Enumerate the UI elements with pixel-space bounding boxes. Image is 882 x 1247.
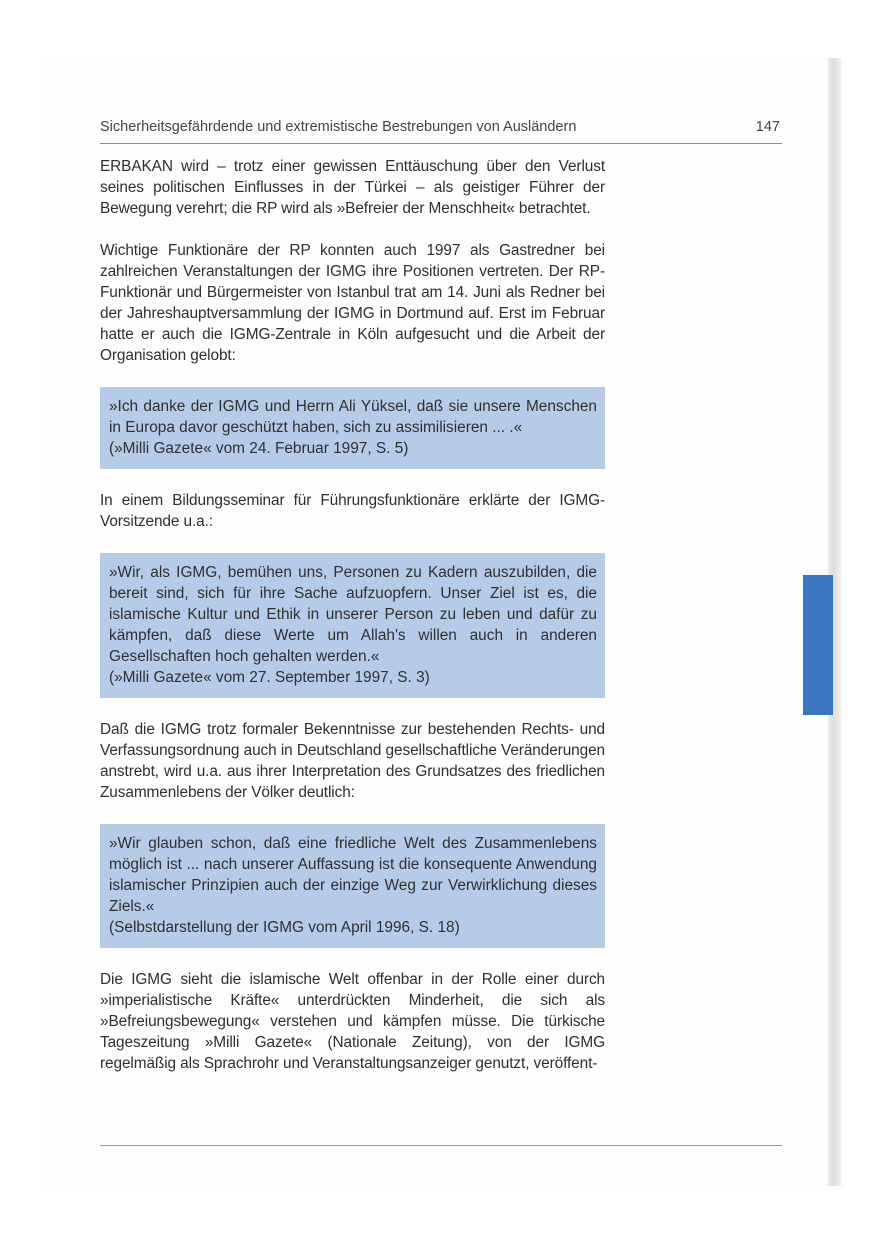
quote-text: »Wir glauben schon, daß eine friedliche Welt des Zusammenlebens möglich ist ... nach unserer Auffassung ist die konsequente Anwendung islamischer Prinzipien auch der einzige Weg zur Verwirklichung dieses Ziels.« [109,835,597,915]
page-number: 147 [755,119,780,135]
quote-box [100,824,605,948]
quote-source: (Selbstdarstellung der IGMG vom April 1996, S. 18) [109,919,460,936]
quote-box [100,387,605,469]
quote-text: »Wir, als IGMG, bemühen uns, Personen zu Kadern auszubilden, die bereit sind, sich für ihre Sache aufzuopfern. Unser Ziel ist es, die islamische Kultur und Ethik in unserer Person zu leben und dafür zu kämpfen, daß diese Werte um Allah's willen auch in anderen Gesellschaften hoch gehalten werden.« [109,564,597,665]
header-title: Sicherheitsgefährdende und extremistische Bestrebungen von Ausländern [100,119,577,135]
paragraph-bildungsseminar: In einem Bildungsseminar für Führungsfunktionäre erklärte der IGMG-Vorsitzende u.a.: [100,492,605,530]
running-header [100,117,782,144]
footer-rule [100,1145,782,1146]
paragraph-verfassungsordnung: Daß die IGMG trotz formaler Bekenntnisse zur bestehenden Rechts- und Verfassungsordnung auch in Deutschland gesellschaftliche Veränderungen anstrebt, wird u.a. aus ihrer Interpretation des Grundsatzes des friedlichen Zusammenlebens der Völker deutlich: [100,721,605,801]
quote-box [100,553,605,698]
page-body [100,156,605,1095]
paragraph-islamische-welt: Die IGMG sieht die islamische Welt offenbar in der Rolle einer durch »imperialistische Kräfte« unterdrückten Minderheit, die sich als »Befreiungsbewegung« verstehen und kämpfen müsse. Die türkische Tageszeitung »Milli Gazete« (Nationale Zeitung), von der IGMG regelmäßig als Sprachrohr und Veranstaltungsanzeiger genutzt, veröffent- [100,971,605,1072]
quote-text: »Ich danke der IGMG und Herrn Ali Yüksel, daß sie unsere Menschen in Europa davor geschützt haben, sich zu assimilisieren ... .« [109,398,597,436]
paragraph-erbakan: ERBAKAN wird – trotz einer gewissen Enttäuschung über den Verlust seines politischen Einflusses in der Türkei – als geistiger Führer der Bewegung verehrt; die RP wird als »Befreier der Menschheit« betrachtet. [100,158,605,217]
paragraph-funktionaere: Wichtige Funktionäre der RP konnten auch 1997 als Gastredner bei zahlreichen Veranstaltungen der IGMG ihre Positionen vertreten. Der RP-Funktionär und Bürgermeister von Istanbul trat am 14. Juni als Redner bei der Jahreshauptversammlung der IGMG in Dortmund auf. Erst im Februar hatte er auch die IGMG-Zentrale in Köln aufgesucht und die Arbeit der Organisation gelobt: [100,242,605,364]
chapter-side-tab [803,575,833,715]
quote-source: (»Milli Gazete« vom 24. Februar 1997, S. 5) [109,440,409,457]
quote-source: (»Milli Gazete« vom 27. September 1997, S. 3) [109,669,430,686]
